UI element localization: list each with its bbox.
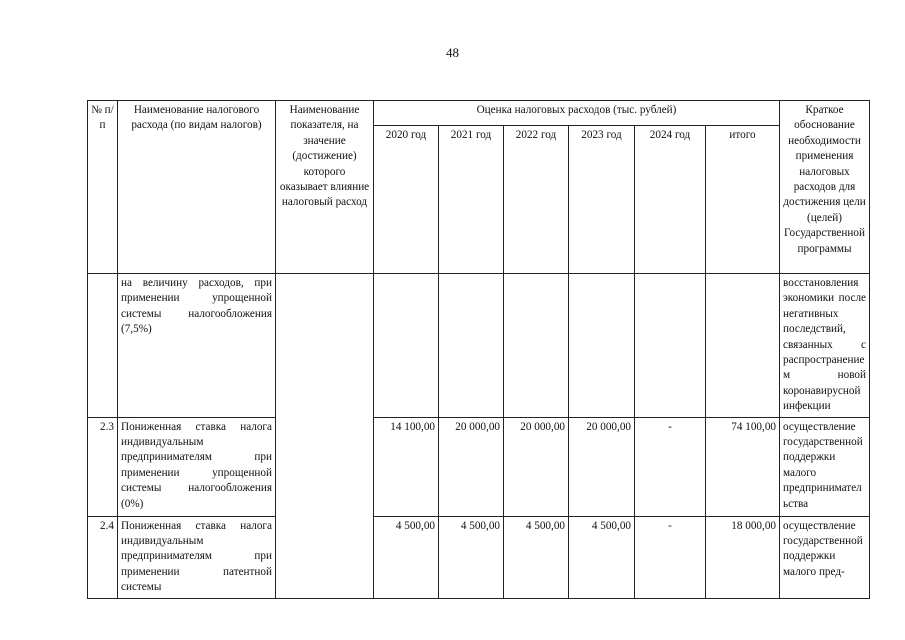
- row-num: 2.3: [88, 417, 118, 516]
- header-year-2020: 2020 год: [374, 126, 439, 274]
- table-header-row: [88, 101, 870, 126]
- row-justification: осуществление государственной поддержки малого пред-: [780, 516, 870, 598]
- row-value-2023: 20 000,00: [569, 417, 635, 516]
- row-justification: восстановления экономики после негативных последствий, связанных с распространением новой коронавирусной инфекции: [780, 274, 870, 418]
- row-value: [374, 274, 439, 418]
- row-name: Пониженная ставка налога индивидуальным предпринимателям при применении упрощенной системы налогообложения (0%): [118, 417, 276, 516]
- row-value-total: 74 100,00: [706, 417, 780, 516]
- row-value: [706, 274, 780, 418]
- row-value-2022: 20 000,00: [504, 417, 569, 516]
- row-justification: осуществление государственной поддержки малого предпринимательства: [780, 417, 870, 516]
- table-row: [88, 417, 870, 516]
- row-value: [504, 274, 569, 418]
- row-value: [439, 274, 504, 418]
- header-indicator: Наименование показателя, на значение (достижение) которого оказывает влияние налоговый расход: [276, 101, 374, 274]
- row-value-2021: 4 500,00: [439, 516, 504, 598]
- row-value-2022: 4 500,00: [504, 516, 569, 598]
- row-value-2020: 4 500,00: [374, 516, 439, 598]
- header-num: № п/п: [88, 101, 118, 274]
- row-value: [635, 274, 706, 418]
- header-year-2022: 2022 год: [504, 126, 569, 274]
- header-estimate: Оценка налоговых расходов (тыс. рублей): [374, 101, 780, 126]
- tax-expenditure-table: [87, 100, 870, 599]
- row-value-2020: 14 100,00: [374, 417, 439, 516]
- header-year-2024: 2024 год: [635, 126, 706, 274]
- row-value-2021: 20 000,00: [439, 417, 504, 516]
- row-value-2023: 4 500,00: [569, 516, 635, 598]
- row-value-2024: -: [635, 516, 706, 598]
- row-value-2024: -: [635, 417, 706, 516]
- row-value-total: 18 000,00: [706, 516, 780, 598]
- row-name: на величину расходов, при применении упрощенной системы налогообложения (7,5%): [118, 274, 276, 418]
- row-num: [88, 274, 118, 418]
- header-year-2023: 2023 год: [569, 126, 635, 274]
- row-num: 2.4: [88, 516, 118, 598]
- header-year-2021: 2021 год: [439, 126, 504, 274]
- header-total: итого: [706, 126, 780, 274]
- row-name: Пониженная ставка налога индивидуальным предпринимателям при применении патентной системы: [118, 516, 276, 598]
- table-row: [88, 274, 870, 418]
- header-justification: Краткое обоснование необходимости применения налоговых расходов для достижения цели (целей) Государственной программы: [780, 101, 870, 274]
- table-row: [88, 516, 870, 598]
- row-indicator: [276, 274, 374, 599]
- page-number: 48: [446, 45, 459, 60]
- header-name: Наименование налогового расхода (по видам налогов): [118, 101, 276, 274]
- row-value: [569, 274, 635, 418]
